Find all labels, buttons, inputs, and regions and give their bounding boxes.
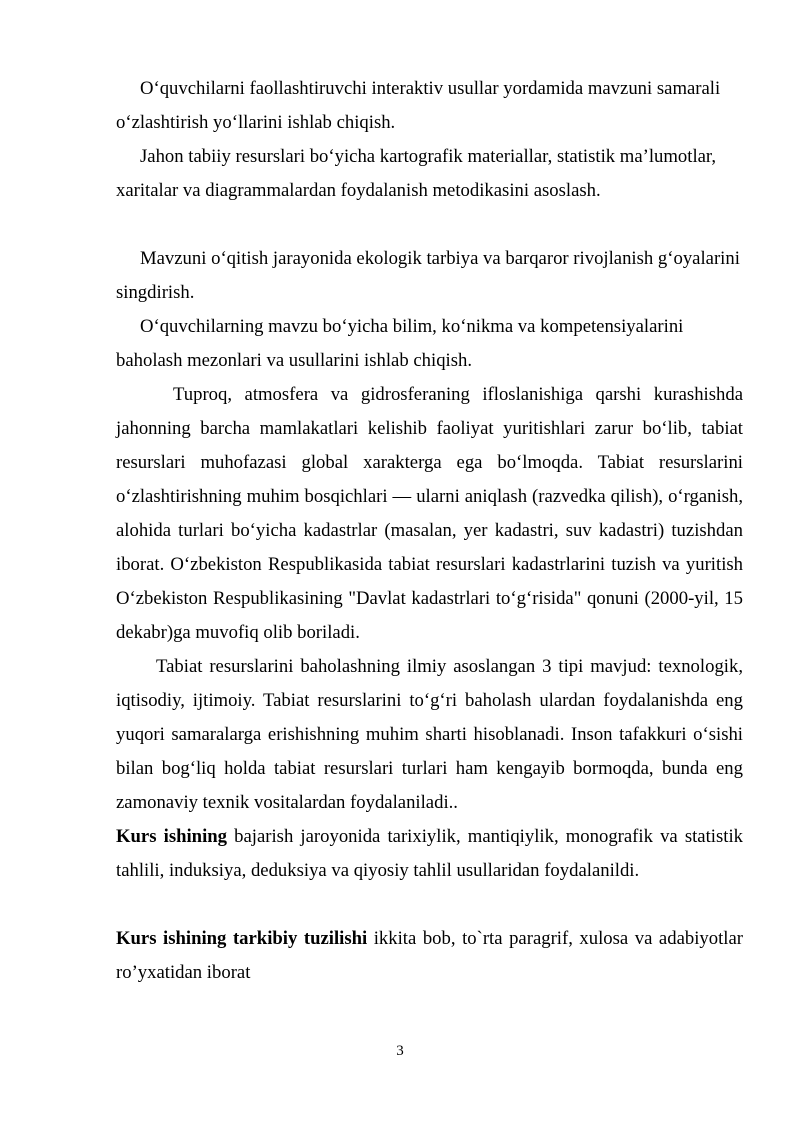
paragraph-work-structure — [116, 922, 743, 990]
paragraph-goal-interactive-methods: O‘quvchilarni faollashtiruvchi interaktiv usullar yordamida mavzuni samarali o‘zlashtirish yo‘llarini ishlab chiqish. — [116, 78, 721, 133]
paragraph-goal-assessment-criteria: O‘quvchilarning mavzu bo‘yicha bilim, ko‘nikma va kompetensiyalarini baholash mezonlari va usullarini ishlab chiqish. — [116, 316, 684, 371]
paragraph-research-methods — [116, 820, 743, 888]
research-methods-heading: Kurs ishining — [116, 826, 227, 847]
research-methods-text: bajarish jaroyonida tarixiylik, mantiqiylik, monografik va statistik tahlili, induksiya, deduksiya va qiyosiy tahlil usullaridan foydalanildi. — [116, 826, 743, 881]
work-structure-text: ikkita bob, to`rta paragrif, xulosa va adabiyotlar ro’yxatidan iborat — [116, 928, 743, 983]
page-number: 3 — [396, 1043, 404, 1059]
work-structure-heading: Kurs ishining tarkibiy tuzilishi — [116, 928, 368, 949]
paragraph-goal-cartographic-materials: Jahon tabiiy resurslari bo‘yicha kartografik materiallar, statistik ma’lumotlar, xaritalar va diagrammalardan foydalanish metodikasini asoslash. — [116, 146, 717, 201]
paragraph-resource-valuation: Tabiat resurslarini baholashning ilmiy asoslangan 3 tipi mavjud: texnologik, iqtisodiy, ijtimoiy. Tabiat resurslarini to‘g‘ri baholash ulardan foydalanishda eng yuqori samaralarga erishishning muhim sharti hisoblanadi. Inson tafakkuri o‘sishi bilan bog‘liq holda tabiat resurslari turlari ham kengayib bormoqda, bunda eng zamonaviy texnik vositalardan foydalaniladi.. — [116, 656, 743, 813]
paragraph-goal-ecological-education: Mavzuni o‘qitish jarayonida ekologik tarbiya va barqaror rivojlanish g‘oyalarini singdirish. — [116, 248, 740, 303]
paragraph-resource-protection: Tuproq, atmosfera va gidrosferaning ifloslanishiga qarshi kurashishda jahonning barcha mamlakatlari kelishib faoliyat yuritishlari zarur bo‘lib, tabiat resurslari muhofazasi global xarakterga ega bo‘lmoqda. Tabiat resurslarini o‘zlashtirishning muhim bosqichlari — ularni aniqlash (razvedka qilish), o‘rganish, alohida turlari bo‘yicha kadastrlar (masalan, yer kadastri, suv kadastri) tuzishdan iborat. O‘zbekiston Respublikasida tabiat resurslari kadastrlarini tuzish va yuritish O‘zbekiston Respublikasining "Davlat kadastrlari to‘g‘risida" qonuni (2000-yil, 15 dekabr)ga muvofiq olib boriladi. — [116, 384, 743, 643]
